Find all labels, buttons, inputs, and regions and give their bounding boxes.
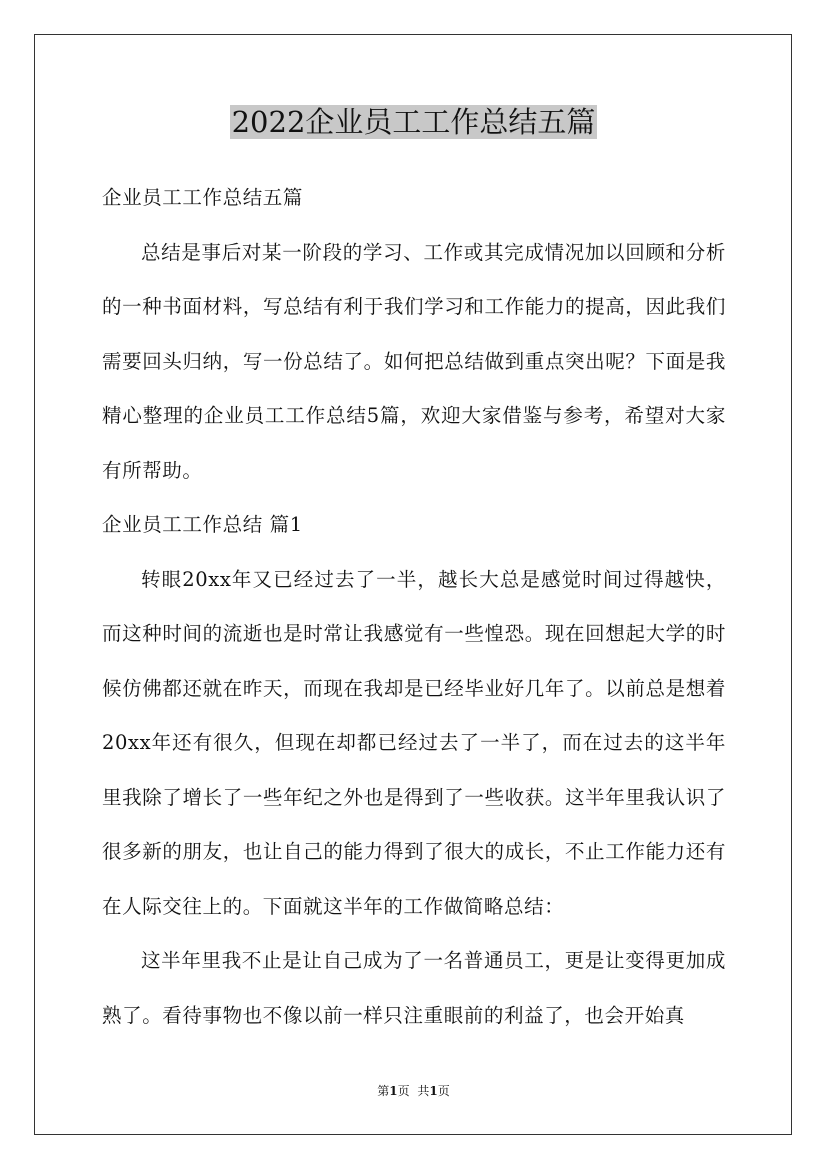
document-title-text: 2022企业员工工作总结五篇 (231, 105, 596, 139)
total-label-suffix: 页 (437, 1084, 450, 1098)
body-paragraph-continued: 这半年里我不止是让自己成为了一名普通员工，更是让变得更加成熟了。看待事物也不像以前一样只注重眼前的利益了，也会开始真 (102, 949, 726, 1027)
total-pages: 1 (429, 1084, 438, 1098)
page-number: 1 (389, 1084, 398, 1098)
total-label-prefix: 共 (417, 1084, 430, 1098)
body-paragraph: 转眼20xx年又已经过去了一半，越长大总是感觉时间过得越快，而这种时间的流逝也是时常让我感觉有一些惶恐。现在回想起大学的时候仿佛都还就在昨天，而现在我却是已经毕业好几年了。以前总是想着20xx年还有很久，但现在却都已经过去了一半了，而在过去的这半年里我除了增长了一些年纪之外也是得到了一些收获。这半年里我认识了很多新的朋友，也让自己的能力得到了很大的成长，不止工作能力还有在人际交往上的。下面就这半年的工作做简略总结： (102, 567, 726, 918)
document-subtitle: 企业员工工作总结五篇 (102, 186, 304, 209)
document-body (102, 171, 726, 1043)
document-title (0, 102, 827, 142)
page-label-prefix: 第 (377, 1084, 390, 1098)
page-footer (0, 1083, 827, 1099)
page-label-suffix: 页 (397, 1084, 410, 1098)
intro-paragraph: 总结是事后对某一阶段的学习、工作或其完成情况加以回顾和分析的一种书面材料，写总结有利于我们学习和工作能力的提高，因此我们需要回头归纳，写一份总结了。如何把总结做到重点突出呢？下面是我精心整理的企业员工工作总结5篇，欢迎大家借鉴与参考，希望对大家有所帮助。 (102, 240, 726, 482)
section-heading: 企业员工工作总结 篇1 (102, 513, 303, 536)
